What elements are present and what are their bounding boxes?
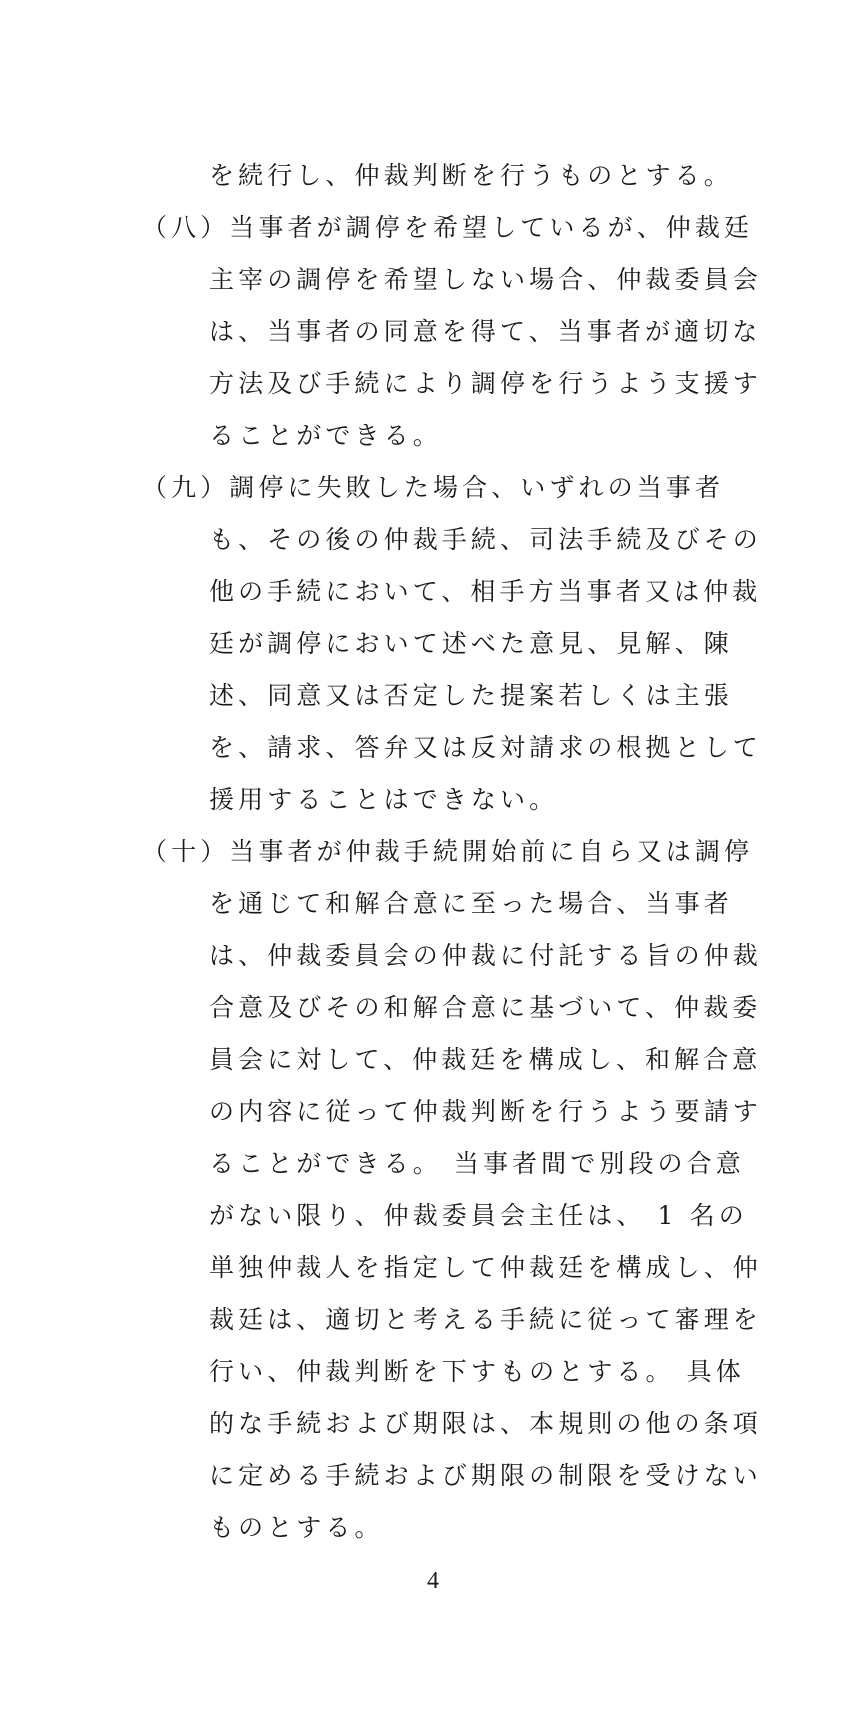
text-line: 裁廷は、適切と考える手続に従って審理を bbox=[209, 1305, 762, 1334]
page-number: 4 bbox=[427, 1568, 439, 1594]
text-line: 援用することはできない。 bbox=[209, 785, 559, 814]
text-line: 的な手続および期限は、本規則の他の条項 bbox=[209, 1409, 762, 1438]
text-line: の内容に従って仲裁判断を行うよう要請す bbox=[209, 1097, 762, 1126]
text-line: がない限り、仲裁委員会主任は、 1 名の bbox=[209, 1201, 748, 1230]
text-line: ることができる。 当事者間で別段の合意 bbox=[209, 1149, 745, 1178]
item-9-heading-line: （九）調停に失敗した場合、いずれの当事者 bbox=[142, 473, 725, 502]
text-line: 他の手続において、相手方当事者又は仲裁 bbox=[209, 577, 762, 606]
text-line: 単独仲裁人を指定して仲裁廷を構成し、仲 bbox=[209, 1253, 762, 1282]
text-line: は、仲裁委員会の仲裁に付託する旨の仲裁 bbox=[209, 941, 762, 970]
text-line: に定める手続および期限の制限を受けない bbox=[209, 1461, 762, 1490]
text-line: 述、同意又は否定した提案若しくは主張 bbox=[209, 681, 733, 710]
text-line: 廷が調停において述べた意見、見解、陳 bbox=[209, 629, 733, 658]
text-line: 員会に対して、仲裁廷を構成し、和解合意 bbox=[209, 1045, 762, 1074]
text-line: ものとする。 bbox=[209, 1513, 384, 1542]
item-8-heading-line: （八）当事者が調停を希望しているが、仲裁廷 bbox=[142, 213, 754, 242]
text-line: を通じて和解合意に至った場合、当事者 bbox=[209, 889, 733, 918]
item-10-heading-line: （十）当事者が仲裁手続開始前に自ら又は調停 bbox=[142, 837, 754, 866]
text-line: を続行し、仲裁判断を行うものとする。 bbox=[209, 161, 733, 190]
text-line: 合意及びその和解合意に基づいて、仲裁委 bbox=[209, 993, 762, 1022]
text-line: を、請求、答弁又は反対請求の根拠として bbox=[209, 733, 762, 762]
text-line: 行い、仲裁判断を下すものとする。 具体 bbox=[209, 1357, 745, 1386]
text-line: 主宰の調停を希望しない場合、仲裁委員会 bbox=[209, 265, 762, 294]
text-line: は、当事者の同意を得て、当事者が適切な bbox=[209, 317, 762, 346]
text-line: 方法及び手続により調停を行うよう支援す bbox=[209, 369, 762, 398]
text-line: ることができる。 bbox=[209, 421, 442, 450]
text-line: も、その後の仲裁手続、司法手続及びその bbox=[209, 525, 762, 554]
